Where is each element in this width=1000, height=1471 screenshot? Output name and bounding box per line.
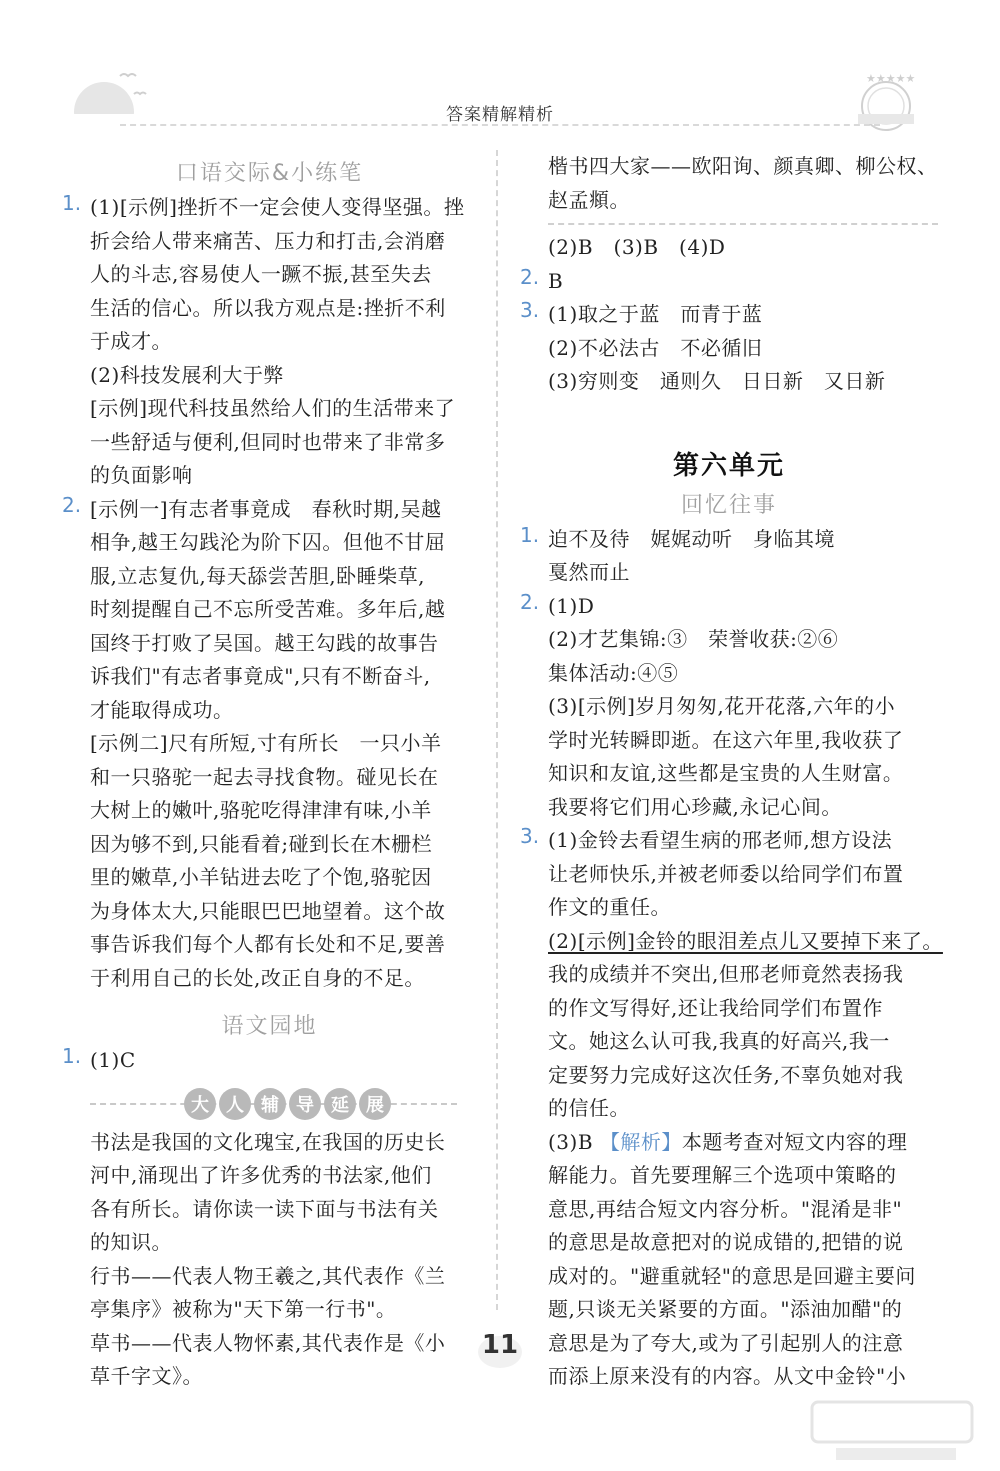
answer-line: 学时光转瞬即逝。在这六年里,我收获了	[548, 727, 904, 752]
answer-line: (1)金铃去看望生病的邢老师,想方设法	[548, 828, 893, 852]
answer-line: 而添上原来没有的内容。从文中金铃"小	[548, 1364, 907, 1388]
answer-line: [示例一]有志者事竟成 春秋时期,吴越	[90, 496, 442, 521]
answer-line: 一些舒适与便利,但同时也带来了非常多	[90, 429, 446, 454]
item-number: 1.	[520, 522, 540, 547]
answer-prefix: (3)B	[548, 1129, 594, 1154]
answer-line: 相争,越王勾践沦为阶下囚。但他不甘屈	[90, 530, 446, 554]
answer-line: B	[548, 268, 564, 293]
extension-line: 各有所长。请你读一读下面与书法有关	[90, 1196, 439, 1221]
answer-item	[62, 493, 477, 996]
left-column	[62, 150, 477, 1394]
answer-line: 赵孟頫。	[548, 187, 630, 212]
continued-text	[520, 150, 938, 217]
extension-pill: 导	[289, 1088, 321, 1120]
section-title-garden: 语文园地	[221, 1014, 318, 1039]
answer-line: 才能取得成功。	[90, 697, 234, 722]
header-title: 答案精解精析	[446, 105, 554, 125]
answer-line: (1)取之于蓝 而青于蓝	[548, 302, 763, 326]
answer-line: 人的斗志,容易使人一蹶不振,甚至失去	[90, 262, 432, 286]
answer-line: 折会给人带来痛苦、压力和打击,会消磨	[90, 228, 446, 253]
answer-line: 的负面影响	[90, 463, 193, 487]
answer-line: 生活的信心。所以我方观点是:挫折不利	[90, 295, 446, 320]
answer-line: [示例二]尺有所短,寸有所长 一只小羊	[90, 731, 442, 755]
answer-line: 服,立志复仇,每天舔尝苦胆,卧睡柴草,	[90, 563, 425, 588]
answer-line	[548, 925, 943, 959]
answer-line: 大树上的嫩叶,骆驼吃得津津有味,小羊	[90, 798, 432, 822]
answer-item	[520, 590, 938, 825]
underlined-sentence: (2)[示例]金铃的眼泪差点儿又要掉下来了。	[548, 928, 943, 953]
extension-banner	[62, 1084, 477, 1124]
answer-line: 事告诉我们每个人都有长处和不足,要善	[90, 932, 446, 956]
answer-line: 题,只谈无关紧要的方面。"添油加醋"的	[548, 1297, 903, 1321]
section-title-oral: 口语交际&小练笔	[175, 161, 364, 186]
extension-line: 行书——代表人物王羲之,其代表作《兰	[90, 1263, 446, 1288]
answer-line: 时刻提醒自己不忘所受苦难。多年后,越	[90, 597, 446, 621]
answer-line: [示例]现代科技虽然给人们的生活带来了	[90, 396, 456, 420]
item-number: 3.	[520, 824, 540, 848]
answer-line: (2)不必法古 不必循旧	[548, 335, 763, 360]
answer-line: 的作文写得好,还让我给同学们布置作	[548, 995, 883, 1020]
answer-line: 定要努力完成好这次任务,不辜负她对我	[548, 1062, 904, 1087]
column-divider	[496, 150, 498, 1310]
answer-line: 的信任。	[548, 1096, 630, 1120]
extension-pill: 大	[184, 1088, 216, 1120]
right-column	[520, 150, 943, 1394]
item-number: 1.	[62, 1044, 82, 1068]
extension-pill: 人	[219, 1088, 251, 1120]
extension-pill: 延	[324, 1088, 356, 1120]
answer-line: (2)B (3)B (4)D	[548, 235, 726, 259]
item-number: 2.	[62, 492, 82, 517]
answer-item	[62, 1044, 477, 1078]
watermark-logo-icon	[806, 1396, 986, 1466]
answer-line: (1)D	[548, 593, 595, 618]
answer-line: 楷书四大家——欧阳询、颜真卿、柳公权、	[548, 154, 938, 178]
extension-pill: 展	[359, 1088, 391, 1120]
extension-text	[62, 1126, 477, 1394]
extension-line: 的知识。	[90, 1230, 172, 1254]
answer-item	[520, 231, 938, 265]
answer-line: 成对的。"避重就轻"的意思是回避主要问	[548, 1263, 916, 1288]
answer-line: 里的嫩草,小羊钻进去吃了个饱,骆驼因	[90, 865, 432, 889]
answer-line: 因为够不到,只能看着;碰到长在木栅栏	[90, 831, 433, 856]
extension-title	[184, 1088, 391, 1120]
item-number: 3.	[520, 298, 540, 322]
answer-line: (3)[示例]岁月匆匆,花开花落,六年的小	[548, 694, 896, 718]
answer-line: 意思是为了夸大,或为了引起别人的注意	[548, 1330, 904, 1355]
item-number: 2.	[520, 264, 540, 289]
answer-line: 我的成绩并不突出,但邢老师竟然表扬我	[548, 962, 904, 986]
page-number: 11	[481, 1330, 519, 1360]
answer-line: 于利用自己的长处,改正自身的不足。	[90, 965, 425, 990]
extension-line: 草千字文》。	[90, 1364, 203, 1388]
item-number: 1.	[62, 191, 82, 215]
answer-line: 让老师快乐,并被老师委以给同学们布置	[548, 861, 904, 886]
answer-line: (3)穷则变 通则久 日日新 又日新	[548, 369, 886, 393]
answer-line	[548, 1126, 938, 1160]
answer-line: 于成才。	[90, 329, 172, 353]
extension-pill: 辅	[254, 1088, 286, 1120]
unit-title: 第六单元	[672, 450, 785, 481]
svg-text:★★★★★: ★★★★★	[866, 72, 916, 85]
answer-line: 迫不及待 娓娓动听 身临其境	[548, 526, 835, 551]
extension-line: 书法是我国的文化瑰宝,在我国的历史长	[90, 1129, 446, 1154]
answer-line: 国终于打败了吴国。越王勾践的故事告	[90, 630, 439, 655]
answer-item	[520, 523, 938, 590]
analysis-text: 本题考查对短文内容的理	[681, 1129, 908, 1154]
answer-item	[520, 298, 938, 399]
answer-line: 解能力。首先要理解三个选项中策略的	[548, 1163, 897, 1187]
extension-line: 河中,涌现出了许多优秀的书法家,他们	[90, 1163, 432, 1187]
extension-line: 亭集序》被称为"天下第一行书"。	[90, 1297, 397, 1321]
page-header	[0, 0, 1000, 140]
answer-line: 和一只骆驼一起去寻找食物。碰见长在	[90, 764, 439, 789]
section-title-memories: 回忆往事	[680, 492, 777, 518]
answer-line: 戛然而止	[548, 560, 630, 584]
header-divider	[120, 124, 880, 126]
answer-line: (2)科技发展利大于弊	[90, 362, 284, 387]
extension-line: 草书——代表人物怀素,其代表作是《小	[90, 1330, 446, 1355]
answer-line: (2)才艺集锦:③ 荣誉收获:②⑥	[548, 627, 839, 651]
answer-line: 为身体太大,只能眼巴巴地望着。这个故	[90, 898, 446, 923]
answer-line: 知识和友谊,这些都是宝贵的人生财富。	[548, 761, 904, 785]
answer-item	[62, 191, 477, 493]
answer-item	[520, 265, 938, 299]
answer-line: 的意思是故意把对的说成错的,把错的说	[548, 1230, 904, 1254]
item-number: 2.	[520, 589, 540, 614]
answer-item	[520, 824, 943, 1394]
analysis-tag: 【解析】	[599, 1129, 682, 1154]
answer-line: 集体活动:④⑤	[548, 660, 679, 685]
brand-badge-icon	[846, 70, 926, 134]
answer-line: (1)[示例]挫折不一定会使人变得坚强。挫	[90, 195, 465, 219]
answer-line: 作文的重任。	[548, 895, 671, 919]
answer-line: 意思,再结合短文内容分析。"混淆是非"	[548, 1196, 903, 1221]
answer-line: (1)C	[90, 1048, 136, 1072]
answer-line: 诉我们"有志者事竟成",只有不断奋斗,	[90, 664, 431, 688]
answer-line: 我要将它们用心珍藏,永记心间。	[548, 794, 842, 819]
extension-end-divider	[548, 223, 938, 225]
answer-line: 文。她这么认可我,我真的好高兴,我一	[548, 1029, 890, 1053]
